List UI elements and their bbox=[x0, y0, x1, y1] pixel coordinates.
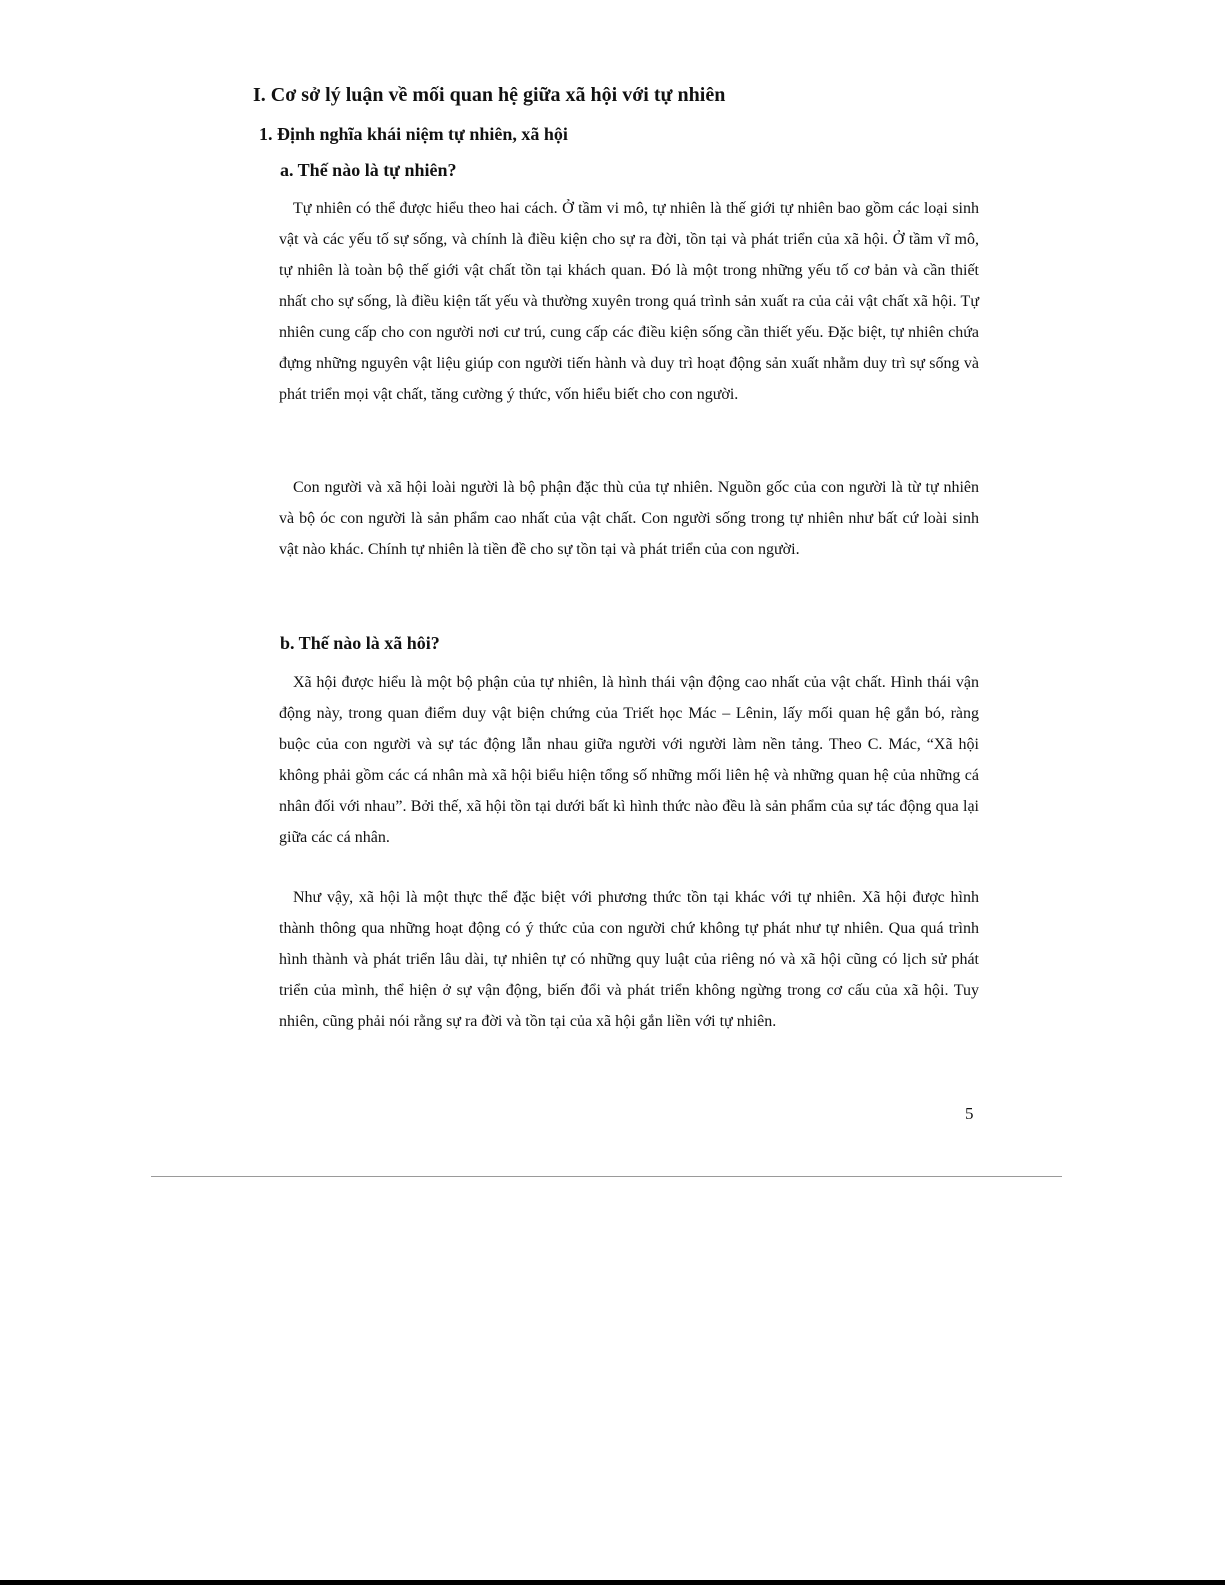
main-heading: I. Cơ sở lý luận về mối quan hệ giữa xã hội với tự nhiên bbox=[253, 84, 726, 106]
page-separator-line bbox=[151, 1176, 1062, 1177]
subsection-b-title: b. Thế nào là xã hôi? bbox=[280, 633, 440, 653]
paragraph-society-definition: Xã hội được hiểu là một bộ phận của tự nhiên, là hình thái vận động cao nhất của vật chất. Hình thái vận động này, trong quan điểm duy vật biện chứng của Triết học Mác – Lênin, lấy mối quan hệ gắn bó, ràng buộc của con người và sự tác động lẫn nhau giữa người với người làm nền tảng. Theo C. Mác, “Xã hội không phải gồm các cá nhân mà xã hội biểu hiện tổng số những mối liên hệ và những quan hệ của những cá nhân đối với nhau”. Bởi thế, xã hội tồn tại dưới bất kì hình thức nào đều là sản phẩm của sự tác động qua lại giữa các cá nhân. bbox=[279, 674, 979, 846]
paragraph-nature-definition: Tự nhiên có thể được hiểu theo hai cách. Ở tầm vi mô, tự nhiên là thế giới tự nhiên bao gồm các loại sinh vật và các yếu tố sự sống, và chính là điều kiện cho sự ra đời, tồn tại và phát triển của xã hội. Ở tầm vĩ mô, tự nhiên là toàn bộ thế giới vật chất tồn tại khách quan. Đó là một trong những yếu tố cơ bản và cần thiết nhất cho sự sống, là điều kiện tất yếu và thường xuyên trong quá trình sản xuất ra của cải vật chất xã hội. Tự nhiên cung cấp cho con người nơi cư trú, cung cấp các điều kiện sống cần thiết yếu. Đặc biệt, tự nhiên chứa đựng những nguyên vật liệu giúp con người tiến hành và duy trì hoạt động sản xuất nhằm duy trì sự sống và phát triển mọi vật chất, tăng cường ý thức, vốn hiểu biết cho con người. bbox=[279, 200, 979, 403]
page-number: 5 bbox=[965, 1104, 974, 1123]
paragraph-society-entity: Như vậy, xã hội là một thực thể đặc biệt với phương thức tồn tại khác với tự nhiên. Xã hội được hình thành thông qua những hoạt động có ý thức của con người chứ không tự phát như tự nhiên. Qua quá trình hình thành và phát triển lâu dài, tự nhiên tự có những quy luật của riêng nó và xã hội cũng có lịch sử phát triển của mình, thể hiện ở sự vận động, biến đổi và phát triển không ngừng trong cơ cấu của xã hội. Tuy nhiên, cũng phải nói rằng sự ra đời và tồn tại của xã hội gắn liền với tự nhiên. bbox=[279, 889, 979, 1030]
section-heading: 1. Định nghĩa khái niệm tự nhiên, xã hội bbox=[259, 124, 568, 144]
subsection-a-title: a. Thế nào là tự nhiên? bbox=[280, 160, 457, 180]
bottom-edge-bar bbox=[0, 1580, 1225, 1585]
paragraph-human-nature: Con người và xã hội loài người là bộ phận đặc thù của tự nhiên. Nguồn gốc của con người là từ tự nhiên và bộ óc con người là sản phẩm cao nhất của vật chất. Con người sống trong tự nhiên như bất cứ loài sinh vật nào khác. Chính tự nhiên là tiền đề cho sự tồn tại và phát triển của con người. bbox=[279, 479, 979, 558]
